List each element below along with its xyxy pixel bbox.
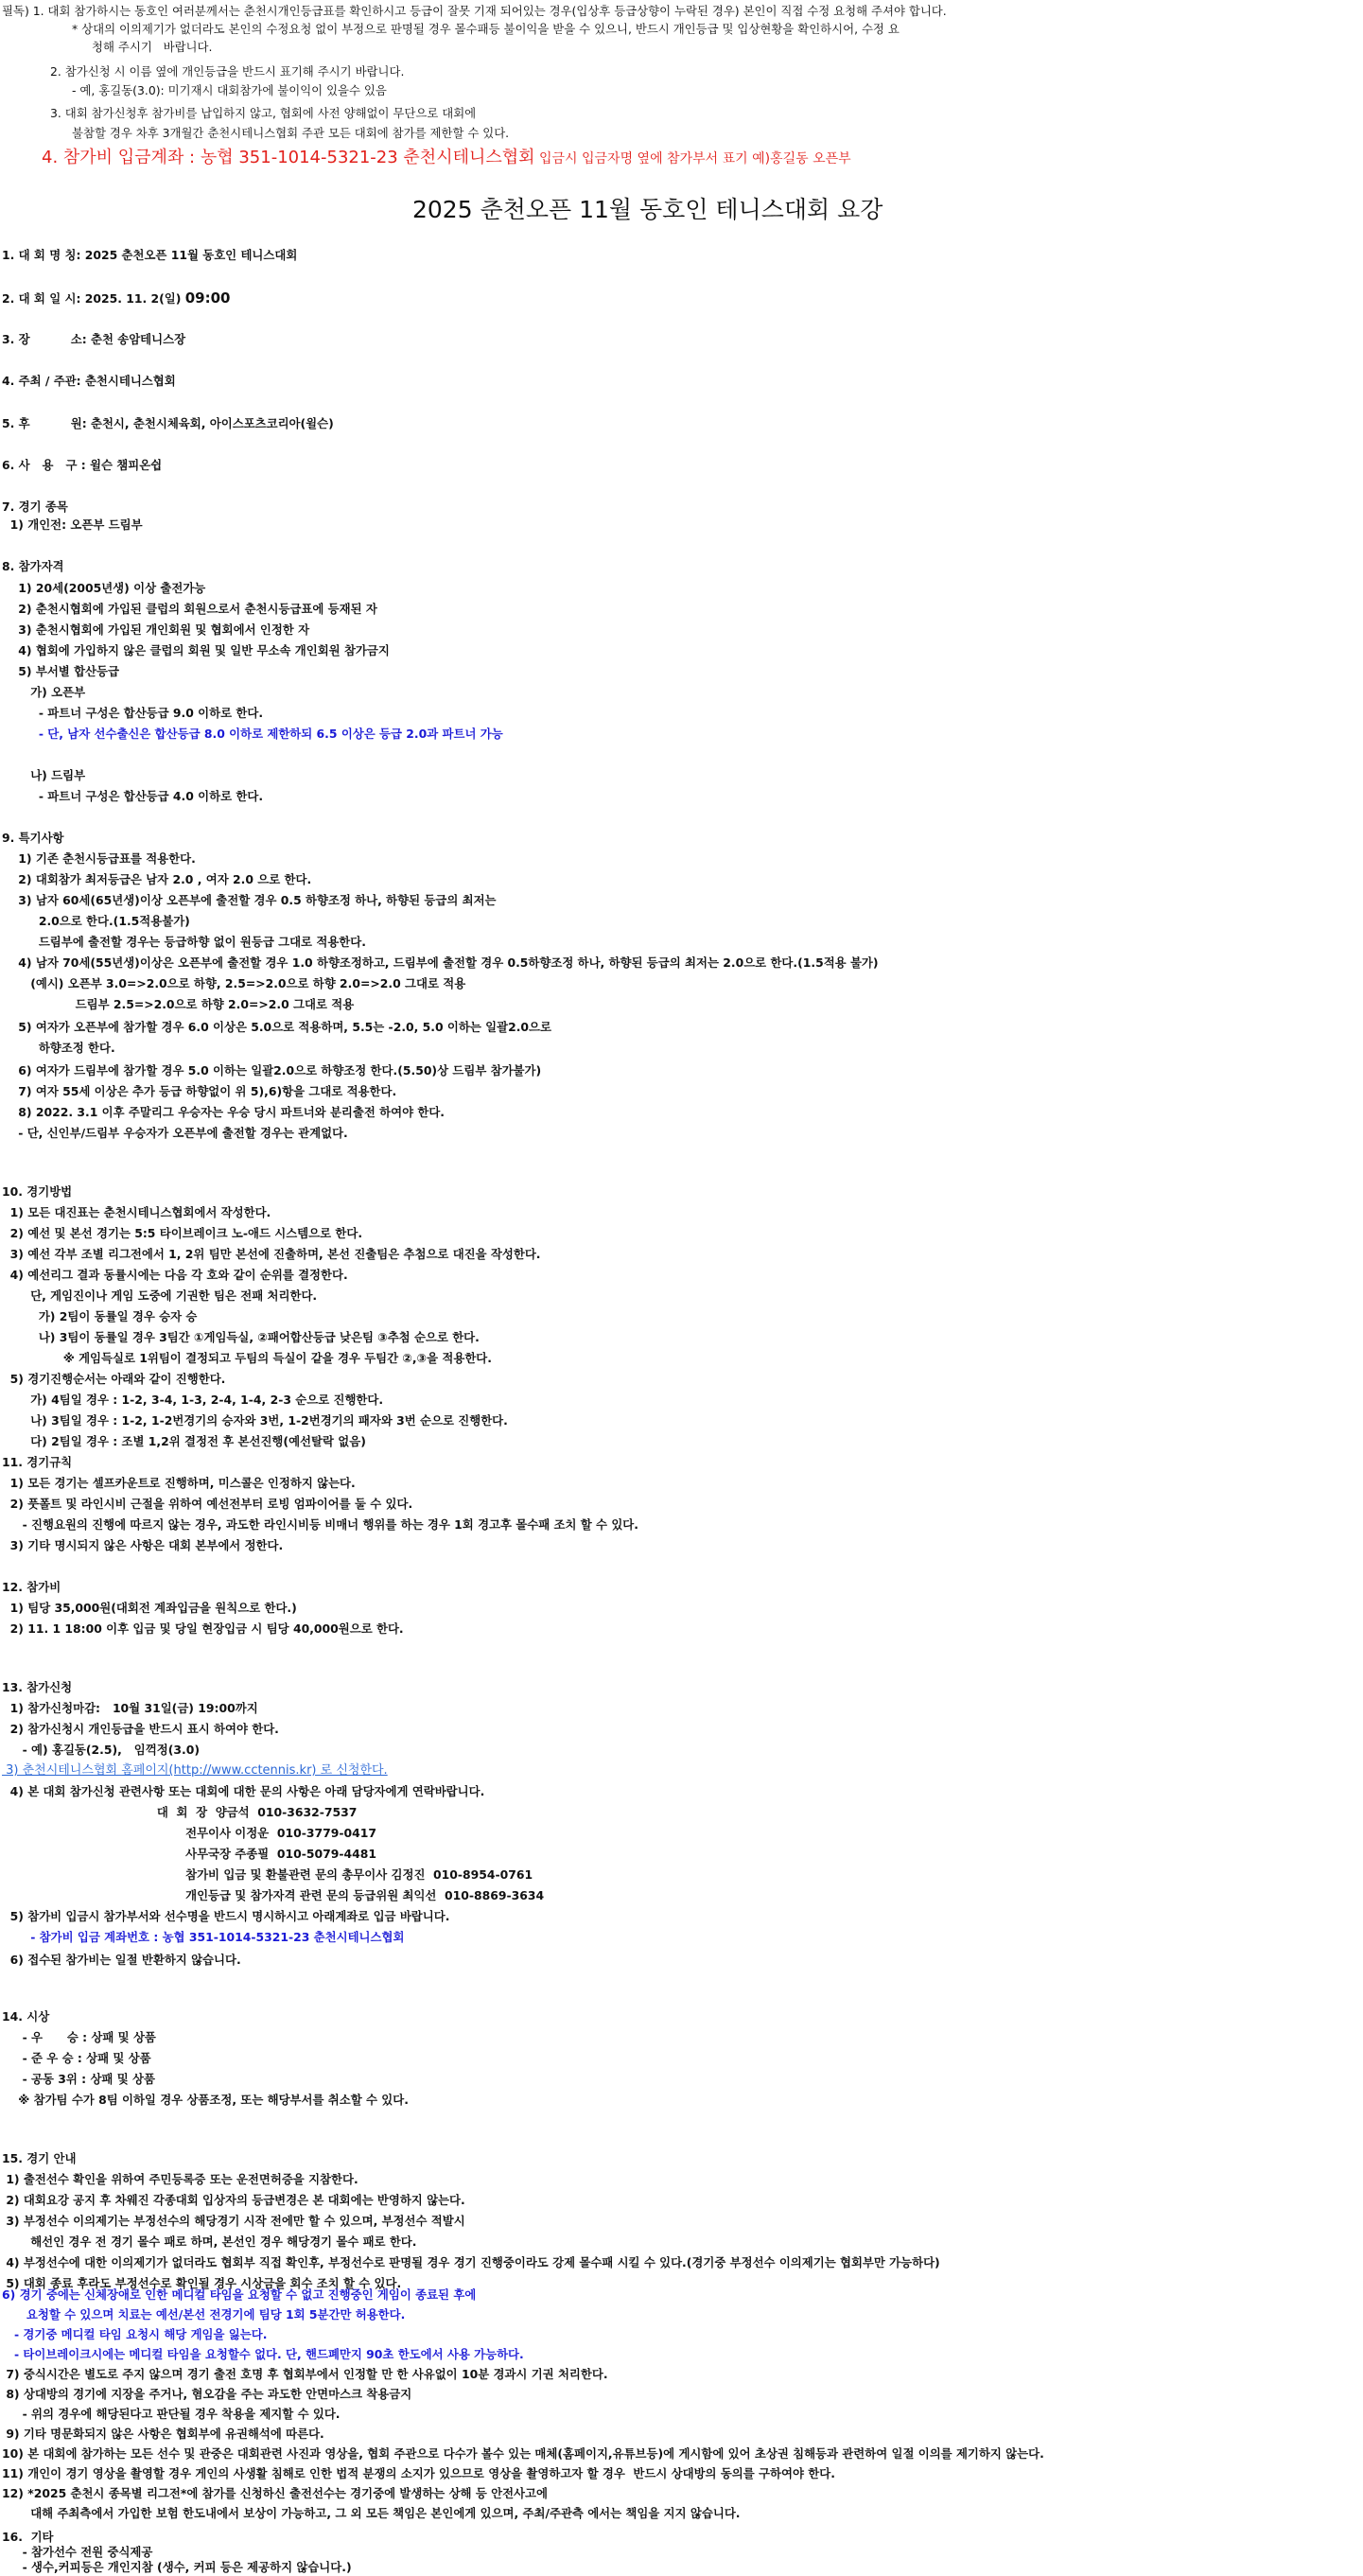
contact-line: 참가비 입금 및 환불관련 문의 총무이사 김정진 010-8954-0761 bbox=[2, 1867, 533, 1882]
special-line: 6) 여자가 드림부에 참가할 경우 5.0 이하는 일괄2.0으로 하향조정 한다.(5.50)상 드림부 참가불가) bbox=[2, 1063, 542, 1078]
eligibility-line: 5) 부서별 합산등급 bbox=[2, 664, 119, 678]
apply-line: 6) 접수된 참가비는 일절 반환하지 않습니다. bbox=[2, 1953, 241, 1967]
event-date-text: 2. 대 회 일 시: 2025. 11. 2(일) bbox=[2, 291, 185, 306]
guide-line: 7) 중식시간은 별도로 주지 않으며 경기 출전 호명 후 협회부에서 인정할 만 한 사유없이 10분 경과시 기권 처리한다. bbox=[2, 2367, 608, 2381]
section-special-title: 9. 특기사항 bbox=[2, 831, 64, 845]
section-method-title: 10. 경기방법 bbox=[2, 1184, 73, 1199]
special-line: 2) 대회참가 최저등급은 남자 2.0 , 여자 2.0 으로 한다. bbox=[2, 872, 312, 886]
contact-line: 대 회 장 양금석 010-3632-7537 bbox=[2, 1805, 358, 1819]
rules-line: 1) 모든 경기는 셀프카운트로 진행하며, 미스콜은 인정하지 않는다. bbox=[2, 1476, 356, 1490]
rules-line: - 진행요원의 진행에 따르지 않는 경우, 과도한 라인시비등 비매너 행위를 하는 경우 1회 경고후 몰수패 조치 할 수 있다. bbox=[2, 1517, 638, 1532]
section-event-date bbox=[2, 290, 230, 307]
apply-line: 1) 참가신청마감: 10월 31일(금) 19:00까지 bbox=[2, 1701, 258, 1715]
method-line: 2) 예선 및 본선 경기는 5:5 타이브레이크 노-애드 시스템으로 한다. bbox=[2, 1226, 363, 1240]
section-events-title: 7. 경기 종목 bbox=[2, 499, 68, 514]
guide-line: 8) 상대방의 경기에 지장을 주거나, 혐오감을 주는 과도한 안면마스크 착용금지 bbox=[2, 2387, 412, 2401]
fee-line: 2) 11. 1 18:00 이후 입금 및 당일 현장입금 시 팀당 40,000원으로 한다. bbox=[2, 1621, 404, 1636]
award-line: - 준 우 승 : 상패 및 상품 bbox=[2, 2051, 151, 2065]
eligibility-line: - 파트너 구성은 합산등급 4.0 이하로 한다. bbox=[2, 789, 264, 803]
special-line: 7) 여자 55세 이상은 추가 등급 하향없이 위 5),6)항을 그대로 적용한다. bbox=[2, 1084, 397, 1098]
guide-line: 10) 본 대회에 참가하는 모든 선수 및 관중은 대회관련 사진과 영상을, 협회 주관으로 다수가 볼수 있는 매체(홈페이지,유튜브등)에 게시함에 있어 초상권 침해등과 관련하여 일절 이의를 제기하지 않는다. bbox=[2, 2446, 1044, 2461]
eligibility-line: - 파트너 구성은 합산등급 9.0 이하로 한다. bbox=[2, 706, 264, 720]
section-guide-title: 15. 경기 안내 bbox=[2, 2151, 77, 2165]
special-line: 2.0으로 한다.(1.5적용불가) bbox=[2, 914, 190, 928]
section-ball: 6. 사 용 구 : 윌슨 챔피온쉽 bbox=[2, 458, 163, 472]
guide-line: 2) 대회요강 공지 후 차웨진 각종대회 입상자의 등급변경은 본 대회에는 반영하지 않는다. bbox=[2, 2193, 465, 2207]
special-line: 3) 남자 60세(65년생)이상 오픈부에 출전할 경우 0.5 하향조정 하나, 하향된 등급의 최저는 bbox=[2, 893, 497, 907]
guide-line: 11) 개인이 경기 영상을 촬영할 경우 게인의 사생활 침해로 인한 법적 분쟁의 소지가 있으므로 영상을 촬영하고자 할 경우 반드시 상대방의 동의를 구하여야 한다. bbox=[2, 2466, 835, 2480]
section-award-title: 14. 시상 bbox=[2, 2009, 50, 2024]
method-line: 3) 예선 각부 조별 리그전에서 1, 2위 팀만 본선에 진출하며, 본선 진출팀은 추첨으로 대진을 작성한다. bbox=[2, 1247, 541, 1261]
contact-line: 4) 본 대회 참가신청 관련사항 또는 대회에 대한 문의 사항은 아래 담당자에게 연락바랍니다. bbox=[2, 1784, 485, 1798]
eligibility-line: 2) 춘천시협회에 가입된 클럽의 회원으로서 춘천시등급표에 등재된 자 bbox=[2, 602, 377, 616]
section-eligibility-title: 8. 참가자격 bbox=[2, 559, 64, 573]
section-fee-title: 12. 참가비 bbox=[2, 1580, 61, 1594]
contact-line: 개인등급 및 참가자격 관련 문의 등급위원 최익선 010-8869-3634 bbox=[2, 1888, 545, 1902]
eligibility-line: 가) 오픈부 bbox=[2, 685, 86, 699]
guide-line: 3) 부정선수 이의제기는 부정선수의 해당경기 시작 전에만 할 수 있으며, 부정선수 적발시 bbox=[2, 2214, 465, 2228]
notice-line-2: * 상대의 이의제기가 없더라도 본인의 수정요청 없이 부정으로 판명될 경우 몰수패등 불이익을 받을 수 있으니, 반드시 개인등급 및 입상현황을 확인하시어, 수정 요 bbox=[72, 22, 900, 36]
guide-line-highlight: - 타이브레이크시에는 메디컬 타임을 요청할수 없다. 단, 핸드폐만지 90초 한도에서 사용 가능하다. bbox=[2, 2347, 524, 2361]
event-time-text: 09:00 bbox=[184, 289, 231, 307]
special-line: 4) 남자 70세(55년생)이상은 오픈부에 출전할 경우 1.0 하향조정하고, 드림부에 출전할 경우 0.5하향조정 하나, 하향된 등급의 최저는 2.0으로 한다.(1.5적용 불가) bbox=[2, 955, 879, 970]
etc-line: - 참가선수 전원 중식제공 bbox=[2, 2545, 153, 2559]
fee-line: 1) 팀당 35,000원(대회전 계좌입금을 원칙으로 한다.) bbox=[2, 1601, 297, 1615]
section-events-item: 1) 개인전: 오픈부 드림부 bbox=[2, 517, 143, 532]
method-line: 나) 3팀이 동률일 경우 3팀간 ①게임득실, ②패어합산등급 낮은팀 ③추첨 순으로 한다. bbox=[2, 1330, 480, 1344]
award-line: ※ 참가팀 수가 8팀 이하일 경우 상품조정, 또는 해당부서를 취소할 수 있다. bbox=[2, 2093, 409, 2107]
special-line: 드림부에 출전할 경우는 등급하향 없이 원등급 그대로 적용한다. bbox=[2, 935, 366, 949]
guide-line-highlight: - 경기중 메디컬 타임 요청시 해당 게임을 잃는다. bbox=[2, 2327, 268, 2341]
notice-line-1: 필독) 1. 대회 참가하시는 동호인 여러분께서는 춘천시개인등급표를 확인하시고 등급이 잘못 기재 되어있는 경우(입상후 등급상향이 누락된 경우) 본인이 직접 수정 요청해 주셔야 합니다. bbox=[2, 4, 947, 18]
apply-account-line: - 참가비 입금 계좌번호 : 농협 351-1014-5321-23 춘천시테니스협회 bbox=[2, 1930, 405, 1944]
eligibility-line-highlight: - 단, 남자 선수출신은 합산등급 8.0 이하로 제한하되 6.5 이상은 등급 2.0과 파트너 가능 bbox=[2, 727, 503, 741]
special-line: - 단, 신인부/드림부 우승자가 오픈부에 출전할 경우는 관계없다. bbox=[2, 1126, 348, 1140]
guide-line: - 위의 경우에 해당된다고 판단될 경우 착용을 제지할 수 있다. bbox=[2, 2407, 341, 2421]
eligibility-line: 1) 20세(2005년생) 이상 출전가능 bbox=[2, 581, 206, 595]
section-venue: 3. 장 소: 춘천 송암테니스장 bbox=[2, 332, 186, 346]
award-line: - 공동 3위 : 상패 및 상품 bbox=[2, 2072, 155, 2086]
guide-line: 4) 부정선수에 대한 이의제기가 없더라도 협회부 직접 확인후, 부정선수로 판명될 경우 경기 진행중이라도 강제 몰수패 시킬 수 있다.(경기중 부정선수 이의제기는 협회부만 가능하다) bbox=[2, 2255, 940, 2269]
apply-line: 2) 참가신청시 개인등급을 반드시 표시 하여야 한다. bbox=[2, 1722, 279, 1736]
contact-line: 5) 참가비 입금시 참가부서와 선수명을 반드시 명시하시고 아래계좌로 입금 바랍니다. bbox=[2, 1909, 450, 1923]
section-host: 4. 주최 / 주관: 춘천시테니스협회 bbox=[2, 374, 176, 388]
contact-line: 전무이사 이정운 010-3779-0417 bbox=[2, 1826, 376, 1840]
section-sponsor: 5. 후 원: 춘천시, 춘천시체육회, 아이스포츠코리아(윌슨) bbox=[2, 416, 334, 430]
method-line: 다) 2팀일 경우 : 조별 1,2위 결정전 후 본선진행(예선탈락 없음) bbox=[2, 1434, 366, 1448]
notice-account-main: 4. 참가비 입금계좌 : 농협 351-1014-5321-23 춘천시테니스협회 bbox=[42, 148, 535, 167]
notice-line-3: 청해 주시기 바랍니다. bbox=[92, 40, 213, 54]
apply-line: - 예) 홍길동(2.5), 임꺽정(3.0) bbox=[2, 1743, 200, 1757]
guide-line: 12) *2025 춘천시 종목별 리그전*에 참가를 신청하신 출전선수는 경기중에 발생하는 상해 등 안전사고에 bbox=[2, 2486, 548, 2500]
section-etc-title: 16. 기타 bbox=[2, 2530, 54, 2544]
method-line: 1) 모든 대진표는 춘천시테니스협회에서 작성한다. bbox=[2, 1205, 271, 1219]
guide-line-highlight: 요청할 수 있으며 치료는 예선/본선 전경기에 팀당 1회 5분간만 허용한다. bbox=[2, 2307, 406, 2322]
eligibility-line: 나) 드림부 bbox=[2, 768, 86, 782]
guide-line: 9) 기타 명문화되지 않은 사항은 협회부에 유권해석에 따른다. bbox=[2, 2427, 324, 2441]
method-line: 4) 예선리그 결과 동률시에는 다음 각 호와 같이 순위를 결정한다. bbox=[2, 1268, 348, 1282]
guide-line: 1) 출전선수 확인을 위하여 주민등록증 또는 운전면허증을 지참한다. bbox=[2, 2172, 358, 2186]
apply-homepage-link[interactable]: 3) 춘천시테니스협회 홈페이지(http://www.cctennis.kr) 로 신청한다. bbox=[2, 1763, 388, 1778]
eligibility-line: 3) 춘천시협회에 가입된 개인회원 및 협회에서 인정한 자 bbox=[2, 622, 310, 637]
guide-line: 해선인 경우 전 경기 몰수 패로 하며, 본선인 경우 해당경기 몰수 패로 한다. bbox=[2, 2234, 417, 2249]
guide-line-highlight: 6) 경기 중에는 신체장애로 인한 메디컬 타임을 요청할 수 없고 진행중인 게임이 종료된 후에 bbox=[2, 2287, 477, 2302]
method-line: 나) 3팀일 경우 : 1-2, 1-2번경기의 승자와 3번, 1-2번경기의 패자와 3번 순으로 진행한다. bbox=[2, 1413, 508, 1428]
award-line: - 우 승 : 상패 및 상품 bbox=[2, 2030, 156, 2044]
special-line: 5) 여자가 오픈부에 참가할 경우 6.0 이상은 5.0으로 적용하며, 5.5는 -2.0, 5.0 이하는 일괄2.0으로 bbox=[2, 1020, 551, 1034]
method-line: 5) 경기진행순서는 아래와 같이 진행한다. bbox=[2, 1372, 226, 1386]
special-line: 드림부 2.5=>2.0으로 하향 2.0=>2.0 그대로 적용 bbox=[2, 997, 355, 1011]
etc-line: - 생수,커피등은 개인지참 (생수, 커피 등은 제공하지 않습니다.) bbox=[2, 2560, 352, 2574]
notice-line-5: - 예, 홍길동(3.0): 미기재시 대회참가에 불이익이 있을수 있음 bbox=[72, 83, 387, 97]
special-line: 1) 기존 춘천시등급표를 적용한다. bbox=[2, 851, 196, 866]
notice-line-7: 불참할 경우 차후 3개월간 춘천시테니스협회 주관 모든 대회에 참가를 제한할 수 있다. bbox=[72, 126, 510, 140]
method-line: 가) 4팀일 경우 : 1-2, 3-4, 1-3, 2-4, 1-4, 2-3 순으로 진행한다. bbox=[2, 1393, 384, 1407]
section-apply-title: 13. 참가신청 bbox=[2, 1680, 73, 1694]
page-title: 2025 춘천오픈 11월 동호인 테니스대회 요강 bbox=[412, 196, 883, 223]
section-rules-title: 11. 경기규칙 bbox=[2, 1455, 73, 1469]
special-line: 8) 2022. 3.1 이후 주말리그 우승자는 우승 당시 파트너와 분리출전 하여야 한다. bbox=[2, 1105, 446, 1119]
method-line: 단, 게임진이나 게임 도중에 기권한 팀은 전패 처리한다. bbox=[2, 1288, 318, 1303]
notice-line-4: 2. 참가신청 시 이름 옆에 개인등급을 반드시 표기해 주시기 바랍니다. bbox=[50, 64, 405, 79]
eligibility-line: 4) 협회에 가입하지 않은 클럽의 회원 및 일반 무소속 개인회원 참가금지 bbox=[2, 643, 390, 657]
notice-account-sub: 입금시 입금자명 옆에 참가부서 표기 예)홍길동 오픈부 bbox=[534, 151, 851, 166]
notice-account bbox=[42, 148, 851, 169]
notice-line-6: 3. 대회 참가신청후 참가비를 납입하지 않고, 협회에 사전 양해없이 무단으로 대회에 bbox=[50, 106, 477, 120]
section-event-name: 1. 대 회 명 칭: 2025 춘천오픈 11월 동호인 테니스대회 bbox=[2, 248, 298, 262]
method-line: 가) 2팀이 동률일 경우 승자 승 bbox=[2, 1309, 198, 1323]
guide-line: 대해 주최측에서 가입한 보험 한도내에서 보상이 가능하고, 그 외 모든 책임은 본인에게 있으며, 주최/주관측 에서는 책임을 지지 않습니다. bbox=[2, 2506, 741, 2520]
special-line: (예시) 오픈부 3.0=>2.0으로 하향, 2.5=>2.0으로 하향 2.0=>2.0 그대로 적용 bbox=[2, 976, 466, 990]
contact-line: 사무국장 주종필 010-5079-4481 bbox=[2, 1847, 376, 1861]
method-line: ※ 게임득실로 1위팀이 결정되고 두팀의 득실이 같을 경우 두팀간 ②,③을 적용한다. bbox=[2, 1351, 492, 1365]
special-line: 하향조정 한다. bbox=[2, 1041, 115, 1055]
rules-line: 2) 풋폴트 및 라인시비 근절을 위하여 예선전부터 로빙 엄파이어를 둘 수 있다. bbox=[2, 1497, 413, 1511]
rules-line: 3) 기타 명시되지 않은 사항은 대회 본부에서 정한다. bbox=[2, 1538, 284, 1552]
guide-line: 5) 대회 종료 후라도 부정선수로 확인될 경우 시상금을 회수 조치 할 수 있다. bbox=[2, 2276, 402, 2290]
